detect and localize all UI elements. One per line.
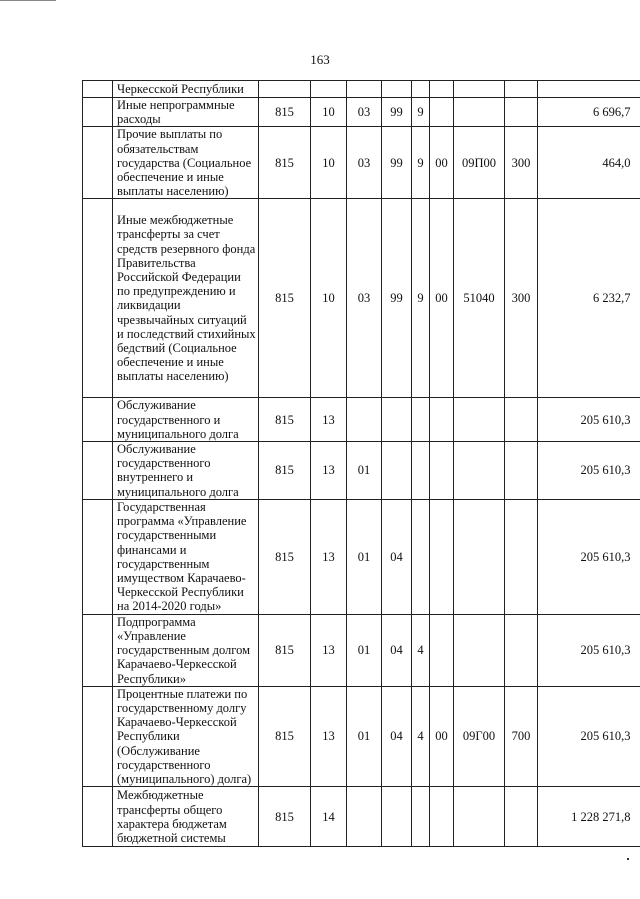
admin-cell: 815 [259,499,311,614]
section-cell: 13 [311,499,347,614]
subsection-cell: 03 [347,199,382,398]
direction-cell: 00 [430,686,454,786]
subprogram-cell: 9 [412,127,430,199]
section-cell: 10 [311,127,347,199]
table-row [83,199,640,398]
subprogram-cell: 9 [412,199,430,398]
section-cell: 13 [311,442,347,500]
program-cell [382,442,412,500]
table-row [83,398,640,442]
section-cell: 13 [311,614,347,686]
subsection-cell: 03 [347,127,382,199]
program-cell [382,398,412,442]
row-number-cell [83,614,113,686]
kind-cell: 300 [505,199,538,398]
kind-cell [505,98,538,127]
direction-cell [430,398,454,442]
kind-cell [505,398,538,442]
table-row [83,614,640,686]
name-cell: Обслуживание государственного и муниципального долга [113,398,259,442]
name-cell: Государственная программа «Управление государственными финансами и государственным имуществом Карачаево-Черкесской Республики на 2014-2020 годы» [113,499,259,614]
row-number-cell [83,199,113,398]
scan-speck [627,858,629,860]
program-cell: 99 [382,199,412,398]
admin-cell: 815 [259,127,311,199]
direction-cell [430,614,454,686]
program-cell: 99 [382,98,412,127]
direction-cell: 00 [430,199,454,398]
table-row [83,499,640,614]
subsection-cell: 01 [347,442,382,500]
name-cell: Межбюджетные трансферты общего характера бюджетам бюджетной системы [113,787,259,847]
admin-cell [259,81,311,98]
amount-cell: 6 696,7 [538,98,640,127]
amount-cell [538,81,640,98]
budget-table [82,80,640,847]
name-cell: Обслуживание государственного внутреннего и муниципального долга [113,442,259,500]
row-number-cell [83,787,113,847]
table-row [83,787,640,847]
amount-cell: 205 610,3 [538,442,640,500]
subsection-cell [347,81,382,98]
direction-cell [430,499,454,614]
subsection-cell: 01 [347,686,382,786]
section-cell: 13 [311,686,347,786]
table-row [83,442,640,500]
admin-cell: 815 [259,442,311,500]
admin-cell: 815 [259,398,311,442]
subsection-cell: 03 [347,98,382,127]
section-cell [311,81,347,98]
row-number-cell [83,127,113,199]
kind-cell [505,614,538,686]
kind-cell [505,787,538,847]
row-number-cell [83,98,113,127]
row-number-cell [83,686,113,786]
amount-cell: 6 232,7 [538,199,640,398]
admin-cell: 815 [259,787,311,847]
amount-cell: 205 610,3 [538,499,640,614]
name-cell: Процентные платежи по государственному долгу Карачаево-Черкесской Республики (Обслуживание государственного (муниципального) долга) [113,686,259,786]
program-cell: 04 [382,686,412,786]
row-number-cell [83,398,113,442]
admin-cell: 815 [259,686,311,786]
name-cell: Черкесской Республики [113,81,259,98]
name-cell: Прочие выплаты по обязательствам государства (Социальное обеспечение и иные выплаты населению) [113,127,259,199]
subprogram-cell [412,81,430,98]
section-cell: 13 [311,398,347,442]
expense-code-cell [454,398,505,442]
program-cell [382,81,412,98]
table-row [83,98,640,127]
amount-cell: 464,0 [538,127,640,199]
section-cell: 10 [311,199,347,398]
expense-code-cell [454,442,505,500]
subsection-cell: 01 [347,614,382,686]
admin-cell: 815 [259,98,311,127]
amount-cell: 1 228 271,8 [538,787,640,847]
subprogram-cell [412,499,430,614]
expense-code-cell [454,614,505,686]
expense-code-cell [454,98,505,127]
scan-edge-mark [0,0,56,1]
kind-cell [505,499,538,614]
admin-cell: 815 [259,199,311,398]
expense-code-cell [454,81,505,98]
kind-cell: 700 [505,686,538,786]
direction-cell [430,81,454,98]
subprogram-cell [412,787,430,847]
amount-cell: 205 610,3 [538,614,640,686]
name-cell: Иные непрограммные расходы [113,98,259,127]
table-row [83,81,640,98]
program-cell [382,787,412,847]
name-cell: Иные межбюджетные трансферты за счет средств резервного фонда Правительства Российской Федерации по предупреждению и ликвидации чрезвычайных ситуаций и последствий стихийных бедствий (Социальное обеспечение и иные выплаты населению) [113,199,259,398]
subprogram-cell [412,398,430,442]
row-number-cell [83,499,113,614]
program-cell: 04 [382,614,412,686]
page-number: 163 [310,52,330,67]
subprogram-cell: 4 [412,686,430,786]
kind-cell [505,81,538,98]
row-number-cell [83,442,113,500]
subprogram-cell: 4 [412,614,430,686]
admin-cell: 815 [259,614,311,686]
subprogram-cell: 9 [412,98,430,127]
kind-cell: 300 [505,127,538,199]
expense-code-cell [454,787,505,847]
table-row [83,686,640,786]
kind-cell [505,442,538,500]
direction-cell: 00 [430,127,454,199]
direction-cell [430,98,454,127]
direction-cell [430,442,454,500]
subprogram-cell [412,442,430,500]
amount-cell: 205 610,3 [538,398,640,442]
subsection-cell [347,787,382,847]
direction-cell [430,787,454,847]
expense-code-cell: 09Г00 [454,686,505,786]
section-cell: 14 [311,787,347,847]
row-number-cell [83,81,113,98]
subsection-cell: 01 [347,499,382,614]
section-cell: 10 [311,98,347,127]
program-cell: 04 [382,499,412,614]
program-cell: 99 [382,127,412,199]
name-cell: Подпрограмма «Управление государственным долгом Карачаево-Черкесской Республики» [113,614,259,686]
expense-code-cell: 09П00 [454,127,505,199]
table-row [83,127,640,199]
expense-code-cell: 51040 [454,199,505,398]
expense-code-cell [454,499,505,614]
amount-cell: 205 610,3 [538,686,640,786]
subsection-cell [347,398,382,442]
